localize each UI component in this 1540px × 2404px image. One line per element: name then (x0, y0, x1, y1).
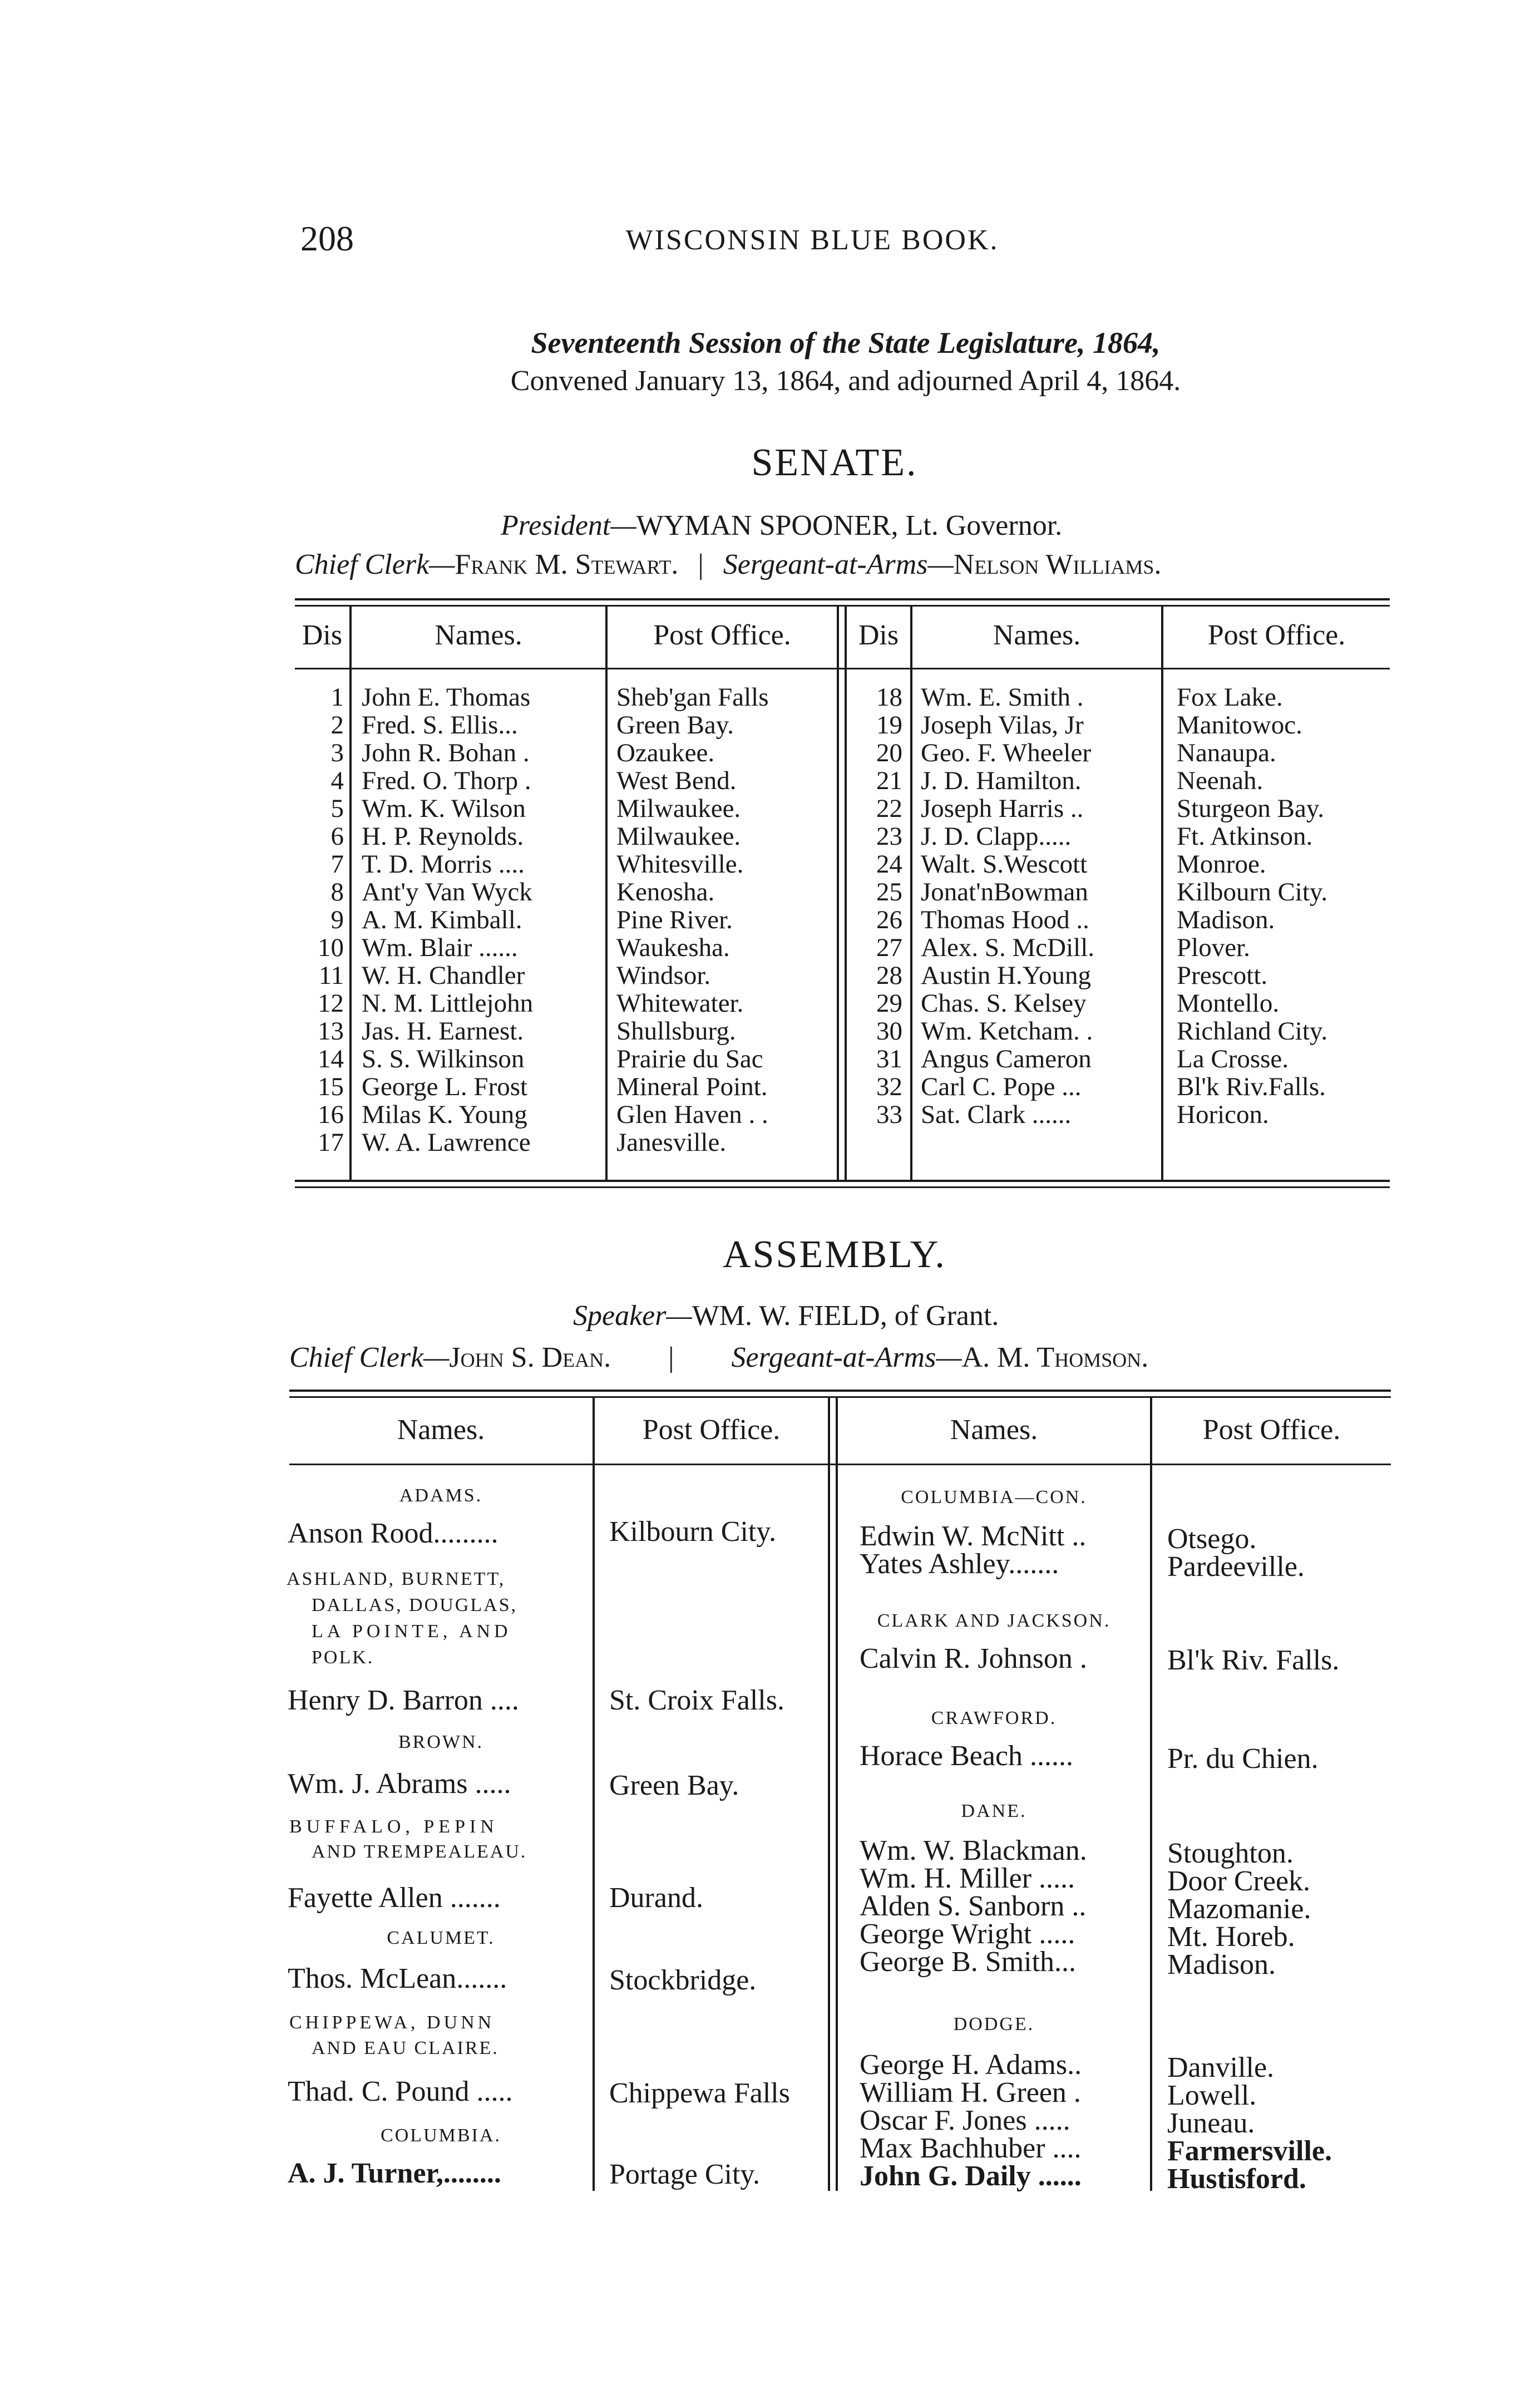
senator-post-office: Fox Lake. (1177, 683, 1283, 712)
district-number: 19 (876, 711, 902, 740)
member-post-office: Chippewa Falls (609, 2077, 790, 2109)
assembly-header-post-office: Post Office. (1202, 1414, 1341, 1446)
assembly-col-divider (828, 1398, 830, 2191)
district-number: 32 (876, 1072, 902, 1101)
assembly-col-divider (593, 1398, 595, 2191)
member-name: Wm. H. Miller ..... (860, 1863, 1075, 1894)
county-heading: COLUMBIA. (381, 2125, 501, 2146)
member-post-office: Pr. du Chien. (1167, 1743, 1319, 1775)
senate-sergeant-label: Sergeant-at-Arms— (723, 549, 954, 580)
district-number: 11 (318, 961, 344, 990)
senator-name: Sat. Clark ...... (921, 1100, 1072, 1129)
county-heading: LA POINTE, AND (312, 1621, 512, 1642)
senator-name: W. A. Lawrence (362, 1128, 531, 1157)
county-heading: DANE. (961, 1801, 1027, 1821)
member-name: Henry D. Barron .... (288, 1684, 519, 1716)
member-post-office: Portage City. (609, 2159, 761, 2190)
district-number: 22 (876, 794, 902, 823)
member-name: Thos. McLean....... (288, 1963, 507, 1994)
senator-post-office: Sturgeon Bay. (1177, 794, 1325, 823)
senator-post-office: Ozaukee. (616, 738, 715, 767)
district-number: 7 (330, 850, 344, 879)
district-number: 5 (330, 794, 344, 823)
senator-name: Austin H.Young (921, 961, 1092, 990)
member-post-office: Stoughton. (1167, 1838, 1294, 1869)
district-number: 20 (876, 738, 902, 767)
senate-header-post-office: Post Office. (653, 619, 791, 651)
member-post-office: Bl'k Riv. Falls. (1167, 1644, 1340, 1676)
district-number: 12 (318, 989, 344, 1018)
assembly-top-rule-1 (289, 1390, 1391, 1392)
member-name: George Wright ..... (860, 1918, 1075, 1950)
assembly-col-divider (836, 1398, 838, 2191)
member-name: Wm. W. Blackman. (860, 1835, 1087, 1866)
senator-post-office: Nanaupa. (1177, 738, 1276, 767)
senate-col-divider (1161, 607, 1163, 1180)
running-head: WISCONSIN BLUE BOOK. (625, 224, 999, 256)
member-post-office: Stockbridge. (609, 1964, 757, 1996)
district-number: 33 (876, 1100, 902, 1129)
senator-post-office: Prescott. (1177, 961, 1268, 990)
senate-heading: SENATE. (751, 441, 918, 484)
senator-post-office: Glen Haven . . (616, 1100, 768, 1129)
senate-header-rule (295, 668, 1390, 669)
assembly-separator: | (668, 1342, 674, 1373)
senator-name: Ant'y Van Wyck (362, 878, 532, 907)
senate-officers (295, 548, 1391, 581)
member-post-office: Pardeeville. (1167, 1551, 1305, 1583)
senator-name: Thomas Hood .. (921, 905, 1089, 934)
member-name: George B. Smith... (860, 1946, 1077, 1978)
member-name: William H. Green . (860, 2077, 1081, 2109)
senator-name: Alex. S. McDill. (921, 933, 1095, 962)
county-heading: CLARK AND JACKSON. (877, 1610, 1111, 1631)
member-name: John G. Daily ...... (860, 2160, 1082, 2192)
member-name: Anson Rood......... (288, 1518, 498, 1549)
senate-top-rule-1 (295, 598, 1390, 600)
senator-post-office: Richland City. (1177, 1017, 1328, 1046)
senate-header-dis: Dis (302, 619, 343, 651)
district-number: 27 (876, 933, 902, 962)
president-label: President— (501, 510, 636, 541)
senate-president (501, 509, 1062, 542)
county-heading: CALUMET. (387, 1928, 495, 1948)
senator-post-office: Windsor. (616, 961, 711, 990)
assembly-speaker (573, 1299, 999, 1332)
member-post-office: Door Creek. (1167, 1865, 1311, 1897)
district-number: 8 (330, 878, 344, 907)
district-number: 6 (330, 822, 344, 851)
senator-name: Angus Cameron (921, 1045, 1092, 1073)
senator-name: Wm. K. Wilson (362, 794, 526, 823)
district-number: 2 (330, 711, 344, 740)
senator-post-office: La Crosse. (1177, 1045, 1289, 1073)
district-number: 15 (318, 1072, 344, 1101)
senate-header-names: Names. (435, 619, 522, 651)
assembly-col-divider (1150, 1398, 1152, 2191)
member-post-office: St. Croix Falls. (609, 1684, 784, 1716)
senator-post-office: Ft. Atkinson. (1177, 822, 1313, 851)
senator-post-office: Monroe. (1177, 850, 1266, 879)
member-post-office: Durand. (609, 1882, 703, 1914)
assembly-heading: ASSEMBLY. (723, 1233, 946, 1276)
senator-post-office: Pine River. (616, 905, 733, 934)
senator-name: Jonat'nBowman (921, 878, 1088, 907)
senator-post-office: Neenah. (1177, 766, 1263, 795)
assembly-sergeant-label: Sergeant-at-Arms— (731, 1342, 962, 1373)
senator-post-office: Kilbourn City. (1177, 878, 1328, 907)
member-post-office: Farmersville. (1167, 2135, 1332, 2167)
district-number: 28 (876, 961, 902, 990)
county-heading: ASHLAND, BURNETT, (287, 1569, 506, 1589)
senate-chief-clerk-label: Chief Clerk— (295, 549, 455, 580)
senator-post-office: West Bend. (616, 766, 737, 795)
senator-name: Chas. S. Kelsey (921, 989, 1087, 1018)
senator-post-office: Shullsburg. (616, 1017, 736, 1046)
president-value: WYMAN SPOONER, Lt. Governor. (636, 510, 1063, 541)
county-heading: CHIPPEWA, DUNN (289, 2012, 495, 2033)
county-heading: BUFFALO, PEPIN (289, 1816, 498, 1837)
senator-name: S. S. Wilkinson (362, 1045, 525, 1073)
member-post-office: Hustisford. (1167, 2163, 1306, 2195)
session-subtitle: Convened January 13, 1864, and adjourned April 4, 1864. (510, 365, 1181, 397)
county-heading: ADAMS. (399, 1485, 483, 1506)
speaker-label: Speaker— (573, 1300, 692, 1332)
senate-header-names: Names. (993, 619, 1081, 651)
page-number: 208 (300, 219, 354, 258)
session-title: Seventeenth Session of the State Legislature, 1864, (531, 326, 1161, 359)
district-number: 26 (876, 905, 902, 934)
senator-name: H. P. Reynolds. (362, 822, 524, 851)
member-post-office: Otsego. (1167, 1523, 1257, 1555)
district-number: 10 (318, 933, 344, 962)
member-post-office: Madison. (1167, 1949, 1276, 1981)
county-heading: AND EAU CLAIRE. (312, 2038, 499, 2058)
member-post-office: Kilbourn City. (609, 1516, 776, 1548)
senate-header-post-office: Post Office. (1207, 619, 1346, 651)
senator-name: Geo. F. Wheeler (921, 738, 1091, 767)
assembly-top-rule-2 (289, 1396, 1391, 1398)
senator-post-office: Sheb'gan Falls (616, 683, 769, 712)
member-name: Yates Ashley....... (860, 1548, 1059, 1580)
senator-post-office: Kenosha. (616, 878, 715, 907)
senator-name: W. H. Chandler (362, 961, 525, 990)
district-number: 31 (876, 1045, 902, 1073)
member-post-office: Lowell. (1167, 2080, 1257, 2111)
assembly-chief-clerk-value: John S. Dean. (449, 1342, 611, 1373)
member-post-office: Green Bay. (609, 1770, 739, 1801)
senator-post-office: Green Bay. (616, 711, 734, 740)
senator-name: Jas. H. Earnest. (362, 1017, 524, 1046)
senator-name: Milas K. Young (362, 1100, 527, 1129)
senator-name: Joseph Harris .. (921, 794, 1084, 823)
senate-sergeant-value: Nelson Williams. (953, 549, 1162, 580)
senator-name: Walt. S.Wescott (921, 850, 1088, 879)
county-heading: CRAWFORD. (931, 1708, 1057, 1728)
senate-bottom-rule-2 (295, 1186, 1390, 1188)
senate-col-divider (349, 607, 352, 1180)
senator-name: J. D. Clapp..... (921, 822, 1072, 851)
senator-name: George L. Frost (362, 1072, 528, 1101)
speaker-value: WM. W. FIELD, of Grant. (692, 1300, 999, 1332)
district-number: 3 (330, 738, 344, 767)
district-number: 13 (318, 1017, 344, 1046)
county-heading: POLK. (312, 1647, 374, 1668)
senator-post-office: Janesville. (616, 1128, 727, 1157)
assembly-header-post-office: Post Office. (642, 1414, 781, 1446)
senator-name: John E. Thomas (362, 683, 531, 712)
senator-name: A. M. Kimball. (362, 905, 522, 934)
member-name: Calvin R. Johnson . (860, 1643, 1087, 1674)
member-name: A. J. Turner,........ (288, 2157, 501, 2189)
senator-post-office: Mineral Point. (616, 1072, 768, 1101)
senator-name: N. M. Littlejohn (362, 989, 534, 1018)
district-number: 1 (330, 683, 344, 712)
senate-header-dis: Dis (858, 619, 899, 651)
senate-col-divider (837, 607, 839, 1180)
member-post-office: Danville. (1167, 2052, 1275, 2083)
county-heading: AND TREMPEALEAU. (312, 1841, 527, 1862)
senate-separator: | (698, 549, 704, 580)
assembly-officers (289, 1341, 1396, 1374)
member-name: George H. Adams.. (860, 2049, 1082, 2081)
assembly-header-names: Names. (397, 1414, 485, 1446)
district-number: 24 (876, 850, 902, 879)
district-number: 30 (876, 1017, 902, 1046)
senator-name: Wm. E. Smith . (921, 683, 1084, 712)
senator-post-office: Milwaukee. (616, 822, 741, 851)
assembly-header-names: Names. (950, 1414, 1038, 1446)
senator-name: J. D. Hamilton. (921, 766, 1082, 795)
member-post-office: Mt. Horeb. (1167, 1921, 1295, 1953)
senator-name: Carl C. Pope ... (921, 1072, 1082, 1101)
member-name: Edwin W. McNitt .. (860, 1520, 1087, 1552)
member-name: Horace Beach ...... (860, 1740, 1074, 1772)
member-post-office: Juneau. (1167, 2107, 1255, 2139)
senator-name: T. D. Morris .... (362, 850, 525, 879)
senator-post-office: Whitewater. (616, 989, 744, 1018)
senator-post-office: Whitesville. (616, 850, 744, 879)
senator-post-office: Madison. (1177, 905, 1275, 934)
county-heading: BROWN. (398, 1732, 484, 1752)
member-post-office: Mazomanie. (1167, 1893, 1311, 1925)
district-number: 17 (318, 1128, 344, 1157)
senator-post-office: Manitowoc. (1177, 711, 1302, 740)
senate-chief-clerk-value: Frank M. Stewart. (455, 549, 679, 580)
senate-top-rule-2 (295, 605, 1390, 607)
district-number: 16 (318, 1100, 344, 1129)
senator-post-office: Waukesha. (616, 933, 730, 962)
member-name: Thad. C. Pound ..... (288, 2076, 513, 2107)
senator-post-office: Bl'k Riv.Falls. (1177, 1072, 1326, 1101)
district-number: 21 (876, 766, 902, 795)
district-number: 25 (876, 878, 902, 907)
senator-name: John R. Bohan . (362, 738, 530, 767)
assembly-header-rule (289, 1464, 1391, 1465)
district-number: 18 (876, 683, 902, 712)
district-number: 29 (876, 989, 902, 1018)
county-heading: COLUMBIA—CON. (901, 1487, 1087, 1508)
assembly-chief-clerk-label: Chief Clerk— (289, 1342, 450, 1373)
senator-name: Joseph Vilas, Jr (921, 711, 1084, 740)
senate-bottom-rule-1 (295, 1180, 1390, 1182)
senator-name: Fred. S. Ellis... (362, 711, 518, 740)
senator-name: Fred. O. Thorp . (362, 766, 531, 795)
senator-name: Wm. Ketcham. . (921, 1017, 1093, 1046)
member-name: Fayette Allen ....... (288, 1882, 501, 1914)
senator-post-office: Milwaukee. (616, 794, 741, 823)
district-number: 9 (330, 905, 344, 934)
county-heading: DODGE. (953, 2014, 1035, 2034)
district-number: 4 (330, 766, 344, 795)
senator-post-office: Horicon. (1177, 1100, 1269, 1129)
senate-col-divider (910, 607, 912, 1180)
senator-name: Wm. Blair ...... (362, 933, 518, 962)
senator-post-office: Prairie du Sac (616, 1045, 763, 1073)
senate-col-divider (605, 607, 608, 1180)
senator-post-office: Montello. (1177, 989, 1280, 1018)
member-name: Wm. J. Abrams ..... (288, 1768, 511, 1800)
assembly-sergeant-value: A. M. Thomson. (961, 1342, 1149, 1373)
member-name: Max Bachhuber .... (860, 2132, 1082, 2164)
district-number: 14 (318, 1045, 344, 1073)
member-name: Alden S. Sanborn .. (860, 1890, 1087, 1922)
member-name: Oscar F. Jones ..... (860, 2105, 1070, 2136)
county-heading: DALLAS, DOUGLAS, (312, 1595, 518, 1615)
district-number: 23 (876, 822, 902, 851)
senator-post-office: Plover. (1177, 933, 1250, 962)
